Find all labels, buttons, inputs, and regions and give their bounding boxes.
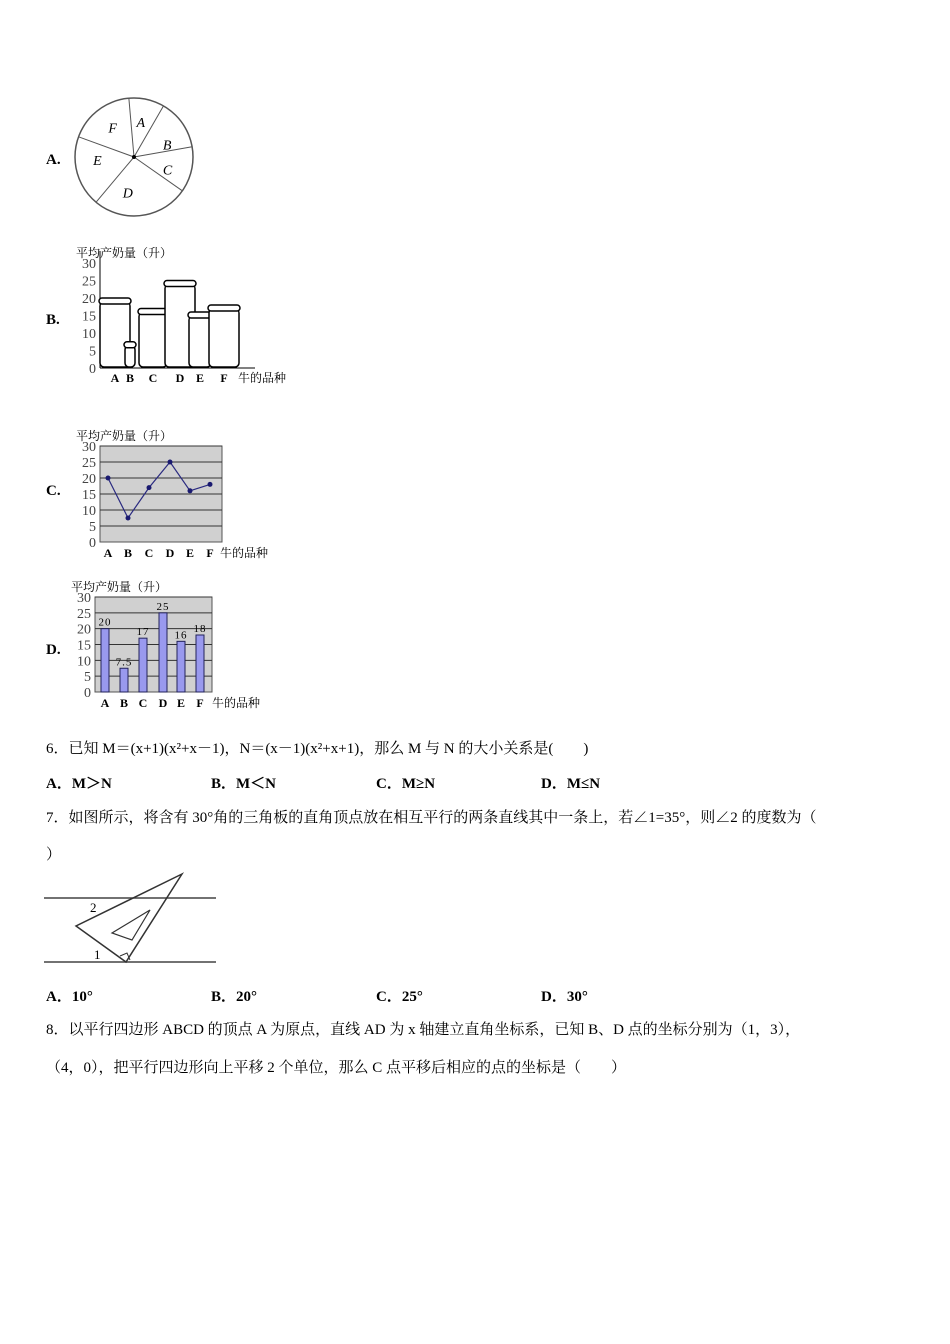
y-tick-label: 25 — [82, 456, 96, 471]
q7-text-line2: ） — [46, 847, 62, 863]
q7-option-c: C．25° — [376, 989, 423, 1005]
pie-sector-line — [134, 157, 182, 191]
data-point-A — [106, 476, 111, 481]
data-label: 7.5 — [115, 656, 133, 669]
pie-sector-line — [134, 106, 164, 157]
jar-lid — [124, 342, 136, 348]
data-point-F — [208, 482, 213, 487]
jar-bar-chart — [70, 228, 310, 388]
option-c-label: C. — [46, 483, 61, 499]
x-axis-title: 牛的品种 — [238, 371, 287, 385]
option-d-label: D. — [46, 642, 61, 658]
pie-chart — [70, 95, 200, 220]
pie-label-A: A — [136, 115, 146, 131]
q7-option-a: A．10° — [46, 989, 93, 1005]
x-tick-label: A — [100, 696, 110, 710]
x-tick-label: B — [119, 696, 129, 710]
jar-lid — [99, 298, 131, 304]
q7-text-line1: 7．如图所示，将含有 30°角的三角板的直角顶点放在相互平行的两条直线其中一条上，若∠1=35°，则∠2 的度数为（ — [46, 810, 817, 826]
y-tick-label: 30 — [82, 257, 96, 272]
data-label: 18 — [193, 623, 207, 635]
y-tick-label: 5 — [89, 344, 96, 360]
q6-option-a: A．M＞N — [46, 776, 112, 792]
q8-text-line2: （4，0），把平行四边形向上平移 2 个单位，那么 C 点平移后相应的点的坐标是（ ） — [46, 1060, 627, 1076]
jar-lid — [138, 309, 168, 315]
y-tick-label: 0 — [89, 536, 96, 551]
triangle-figure — [44, 870, 219, 965]
y-tick-label: 15 — [82, 309, 96, 325]
pie-label-E: E — [93, 154, 102, 170]
y-tick-label: 30 — [77, 591, 91, 606]
bar-E — [177, 641, 185, 692]
bar-F — [196, 635, 204, 692]
pie-label-D: D — [122, 186, 133, 202]
x-tick-label: E — [176, 696, 186, 710]
x-tick-label: E — [195, 371, 205, 385]
y-tick-label: 15 — [82, 488, 96, 503]
x-tick-label: C — [148, 371, 158, 385]
y-tick-label: 25 — [82, 274, 96, 290]
x-tick-label: B — [123, 546, 133, 560]
y-tick-label: 10 — [82, 504, 96, 519]
x-tick-label: F — [206, 546, 214, 560]
y-tick-label: 0 — [84, 686, 91, 701]
y-tick-label: 30 — [82, 440, 96, 455]
data-point-E — [188, 488, 193, 493]
bar-chart — [70, 570, 290, 715]
x-tick-label: E — [185, 546, 195, 560]
bar-D — [159, 613, 167, 692]
data-label: 20 — [98, 616, 112, 629]
y-axis-title: 平均产奶量（升） — [76, 429, 173, 443]
x-tick-label: A — [103, 546, 113, 560]
y-tick-label: 25 — [77, 606, 91, 622]
y-axis-title: 平均产奶量（升） — [71, 580, 168, 594]
x-tick-label: D — [158, 696, 168, 710]
y-tick-label: 20 — [77, 622, 91, 638]
pie-label-C: C — [162, 163, 173, 179]
jar-F — [209, 309, 239, 367]
bar-C — [139, 638, 147, 692]
pie-label-B: B — [162, 138, 172, 154]
x-tick-label: D — [165, 546, 175, 560]
y-tick-label: 5 — [84, 670, 91, 686]
y-tick-label: 0 — [89, 362, 96, 377]
angle-1-label: 1 — [94, 947, 101, 962]
jar-B — [125, 346, 135, 367]
y-tick-label: 15 — [77, 638, 91, 654]
pie-sector-line — [79, 137, 134, 157]
data-point-D — [168, 460, 173, 465]
q6-option-d: D．M≤N — [541, 776, 601, 792]
x-tick-label: C — [138, 696, 148, 710]
pie-center — [132, 155, 136, 159]
bar-B — [120, 668, 128, 692]
y-tick-label: 10 — [77, 654, 91, 670]
option-b-label: B. — [46, 312, 60, 328]
jar-lid — [164, 281, 196, 287]
x-tick-label: F — [220, 371, 228, 385]
y-tick-label: 5 — [89, 520, 96, 535]
data-label: 25 — [156, 600, 170, 613]
data-point-B — [126, 516, 131, 521]
y-tick-label: 20 — [82, 472, 96, 487]
x-tick-label: F — [196, 696, 204, 710]
x-tick-label: C — [144, 546, 154, 560]
x-tick-label: B — [125, 371, 135, 385]
pie-sector-line — [129, 98, 134, 157]
q6-text: 6．已知 M＝(x+1)(x²+x－1)，N＝(x－1)(x²+x+1)，那么 M 与 N 的大小关系是( ) — [46, 741, 589, 757]
y-axis-title: 平均产奶量（升） — [76, 246, 173, 260]
jar-C — [139, 313, 167, 368]
jar-E — [189, 316, 211, 367]
x-tick-label: A — [110, 371, 120, 385]
q6-option-c: C．M≥N — [376, 776, 436, 792]
data-label: 16 — [174, 629, 188, 642]
q7-option-d: D．30° — [541, 989, 588, 1005]
bar-A — [101, 629, 109, 692]
x-tick-label: D — [175, 371, 185, 385]
pie-label-F: F — [108, 121, 117, 137]
line-chart — [70, 413, 300, 563]
q8-text-line1: 8．以平行四边形 ABCD 的顶点 A 为原点，直线 AD 为 x 轴建立直角坐标系，已知 B、D 点的坐标分别为（1，3）， — [46, 1022, 801, 1038]
q6-option-b: B．M＜N — [211, 776, 276, 792]
x-axis-title: 牛的品种 — [212, 696, 261, 710]
y-tick-label: 10 — [82, 327, 96, 342]
option-a-label: A. — [46, 152, 61, 168]
angle-2-label: 2 — [90, 900, 97, 915]
q7-option-b: B．20° — [211, 989, 258, 1005]
y-tick-label: 20 — [82, 292, 96, 307]
data-point-C — [147, 485, 152, 490]
jar-lid — [208, 305, 240, 311]
x-axis-title: 牛的品种 — [220, 546, 269, 560]
data-label: 17 — [136, 626, 150, 639]
